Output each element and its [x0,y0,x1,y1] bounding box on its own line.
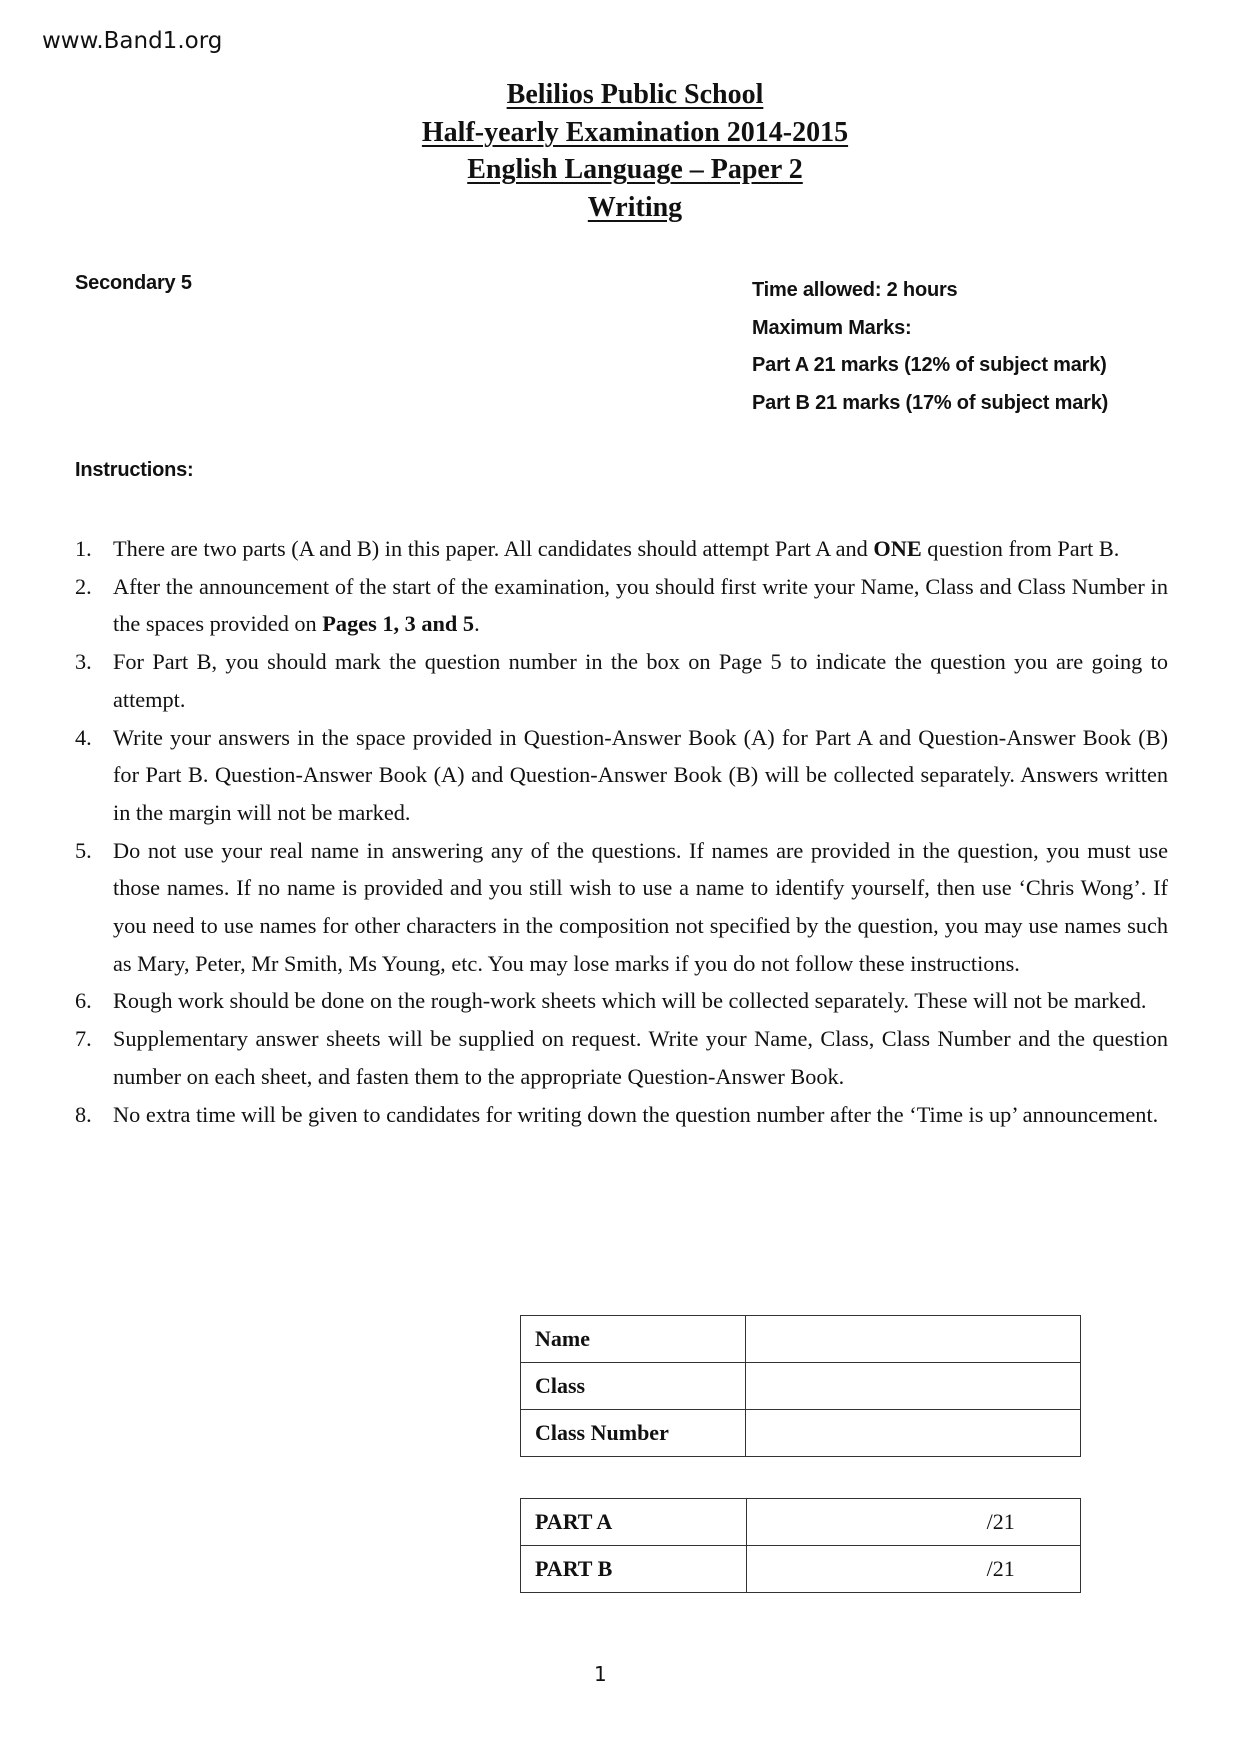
exam-meta [752,272,1108,422]
table-row [521,1546,1081,1593]
instruction-item: 4. Write your answers in the space provided in Question-Answer Book (A) for Part A and Question-Answer Book (B) for Part B. Question-Answer Book (A) and Question-Answer Book (B) will be collected separately. Answers written in the margin will not be marked. [75,724,1168,825]
instruction-item: 2. After the announcement of the start of the examination, you should first write your Name, Class and Class Number in the spaces provided on Pages 1, 3 and 5. [75,573,1168,637]
instruction-item: 5. Do not use your real name in answering any of the questions. If names are provided in the question, you must use those names. If no name is provided and you still wish to use a name to identify yourself, then use ‘Chris Wong’. If you need to use names for other characters in the composition not specified by the question, you may use names such as Mary, Peter, Mr Smith, Ms Young, etc. You may lose marks if you do not follow these instructions. [75,837,1168,976]
part-a-label: PART A [521,1499,747,1546]
name-label: Name [521,1316,746,1363]
part-b-label: PART B [521,1546,747,1593]
instruction-item: 6. Rough work should be done on the rough-work sheets which will be collected separately. These will not be marked. [75,988,1147,1014]
instructions-list [75,530,1168,1133]
watermark-text: www.Band1.org [42,28,223,54]
instruction-item: 8. No extra time will be given to candidates for writing down the question number after the ‘Time is up’ announcement. [75,1101,1159,1127]
subject-name: English Language – Paper 2 [467,154,803,185]
level-label: Secondary 5 [75,272,192,294]
student-info-table [520,1315,1081,1457]
table-row [521,1410,1081,1457]
table-row [521,1363,1081,1410]
instruction-item: 7. Supplementary answer sheets will be supplied on request. Write your Name, Class, Class Number and the question number on each sheet, and fasten them to the appropriate Question-Answer Book. [75,1026,1168,1089]
table-row [521,1499,1081,1546]
instruction-item: 1. There are two parts (A and B) in this paper. All candidates should attempt Part A and ONE question from Part B. [75,536,1120,561]
part-b-marks: Part B 21 marks (17% of subject mark) [752,391,1109,414]
max-marks-label: Maximum Marks: [752,316,912,339]
part-a-score: /21 [746,1499,1080,1546]
table-row [521,1316,1081,1363]
exam-name: Half-yearly Examination 2014-2015 [421,116,849,148]
name-field[interactable] [746,1316,1081,1363]
paper-name: Writing [587,191,683,223]
part-b-score: /21 [746,1546,1080,1593]
document-title-block [0,76,1240,226]
part-a-marks: Part A 21 marks (12% of subject mark) [752,354,1107,376]
instructions-heading: Instructions: [75,459,194,481]
class-number-label: Class Number [521,1410,746,1457]
page-number: 1 [594,1662,607,1686]
time-allowed: Time allowed: 2 hours [752,279,958,301]
marks-table [520,1498,1081,1593]
school-name: Belilios Public School [506,79,764,110]
class-number-field[interactable] [746,1410,1081,1457]
instruction-item: 3. For Part B, you should mark the question number in the box on Page 5 to indicate the question you are going to attempt. [75,649,1168,712]
class-field[interactable] [746,1363,1081,1410]
class-label: Class [521,1363,746,1410]
